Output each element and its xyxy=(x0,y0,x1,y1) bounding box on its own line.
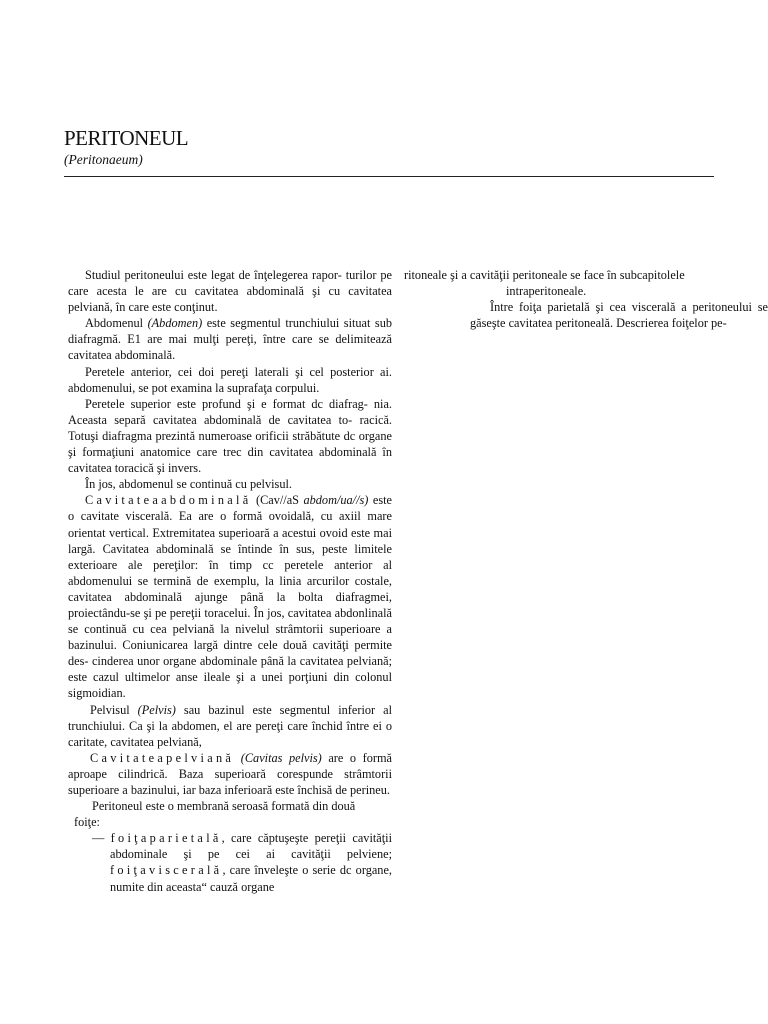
text-run: are o formă aproape cilindrică. Baza superioară corespunde strâmtorii superioare a bazinului, iar baza inferioară este închisă de perineu. xyxy=(68,750,392,797)
paragraph-superior-wall: Peretele superior este profund şi e format dc diafrag- nia. Aceasta separă cavitatea abdominală de cavitatea to- racică. Totuşi diafragma prezintă numeroase orificii străbătute dc organe şi formaţiuni anatomice care trec din cavitatea abdominală în cavitatea toracică şi invers. xyxy=(68,396,392,476)
latin-term: (Abdomen) xyxy=(147,316,203,331)
spaced-term: Cavitateaabdominală xyxy=(85,493,252,508)
spaced-term: foiţaviscerală xyxy=(110,863,223,878)
latin-term: (Pelvis) xyxy=(137,702,176,717)
paragraph-peritoneum: Peritoneul este o membrană seroasă formată din două xyxy=(92,799,356,814)
text-run: Abdomenul xyxy=(85,316,148,331)
spaced-term: foiţaparietală xyxy=(110,831,222,846)
text-run: , care căptuşeşte pereţii cavităţii abdominale şi pe cei ai cavităţii pelviene; xyxy=(110,831,392,862)
right-column xyxy=(404,267,768,331)
chapter-title: PERITONEUL xyxy=(64,126,189,150)
right-line-2: intraperitoneale. xyxy=(506,284,587,299)
paragraph-walls: Peretele anterior, cei doi pereţi laterali şi cel posterior ai. abdomenului, se pot examina la suprafaţa corpului. xyxy=(68,364,392,395)
spaced-term: Cavitateapelviană xyxy=(90,750,235,765)
latin-term: abdom/ua//s) xyxy=(303,493,369,508)
paragraph-pelvis xyxy=(68,702,392,750)
list-item-foite xyxy=(68,830,392,894)
right-line-1: ritoneale şi a cavităţii peritoneale se face în subcapitolele xyxy=(404,268,685,282)
text-run: Pelvisul xyxy=(90,702,138,717)
left-column xyxy=(68,267,392,895)
chapter-subtitle: (Peritonaeum) xyxy=(64,152,143,167)
dash-marker: — xyxy=(92,831,111,846)
paragraph-abdomen xyxy=(68,315,392,363)
paragraph-abdominal-cavity xyxy=(68,492,392,701)
right-paragraph: Între foiţa parietală şi cea viscerală a peritoneului se găseşte cavitatea peritoneală. Descrierea foiţelor pe- xyxy=(470,300,768,331)
title-divider xyxy=(64,176,714,177)
paragraph-intro: Studiul peritoneului este legat de înţelegerea rapor- turilor pe care acesta le are cu cavitatea abdominală şi cu cavitatea pelviană, în care este conţinut. xyxy=(68,268,392,315)
paragraph-pelvic-cavity xyxy=(68,750,392,798)
text-run: (Cav//aS xyxy=(251,493,304,508)
text-run: este o cavitate viscerală. Ea are o formă ovoidală, cu axiil mare orientat vertical. Extremitatea superioară a acestui ovoid este mai largă. Cavitatea abdominală se întinde în sus, peste limitele exterioare ale pereţilor: în timp cc peretele anterior al abdomenului se termină de exemplu, la linia arcurilor costale, cavitatea abdominală ajunge până la bolta diafragmei, proiectându-se şi pe pereţii toracelui. În jos, cavitatea abdonlinală se continuă cu cea pelviană la nivelul strâmtorii superioare a bazinului. Coniunicarea largă dintre cele două cavităţi permite des- cinderea unor organe abdominale până la cavitatea pelviană; este cazul ultimelor anse ileale şi a unei porţiuni din colonul sigmoidian. xyxy=(68,493,392,701)
paragraph-foite: foiţe: xyxy=(74,815,100,830)
text-run: sau bazinul este segmentul inferior al trunchiului. Ca şi la abdomen, el are pereţi care închid între ei o caritate, cavitatea pelviană, xyxy=(68,702,392,749)
paragraph-pelvis-continuation: În jos, abdomenul se continuă cu pelvisul. xyxy=(85,477,292,492)
text-run: , care înveleşte o serie dc organe, numite din aceasta“ cauză organe xyxy=(110,863,392,894)
latin-term: (Cavitas pelvis) xyxy=(234,750,322,765)
text-run: este segmentul trunchiului situat sub diafragmă. E1 are mai mulţi pereţi, între care se delimitează cavitatea abdominală. xyxy=(68,316,393,363)
